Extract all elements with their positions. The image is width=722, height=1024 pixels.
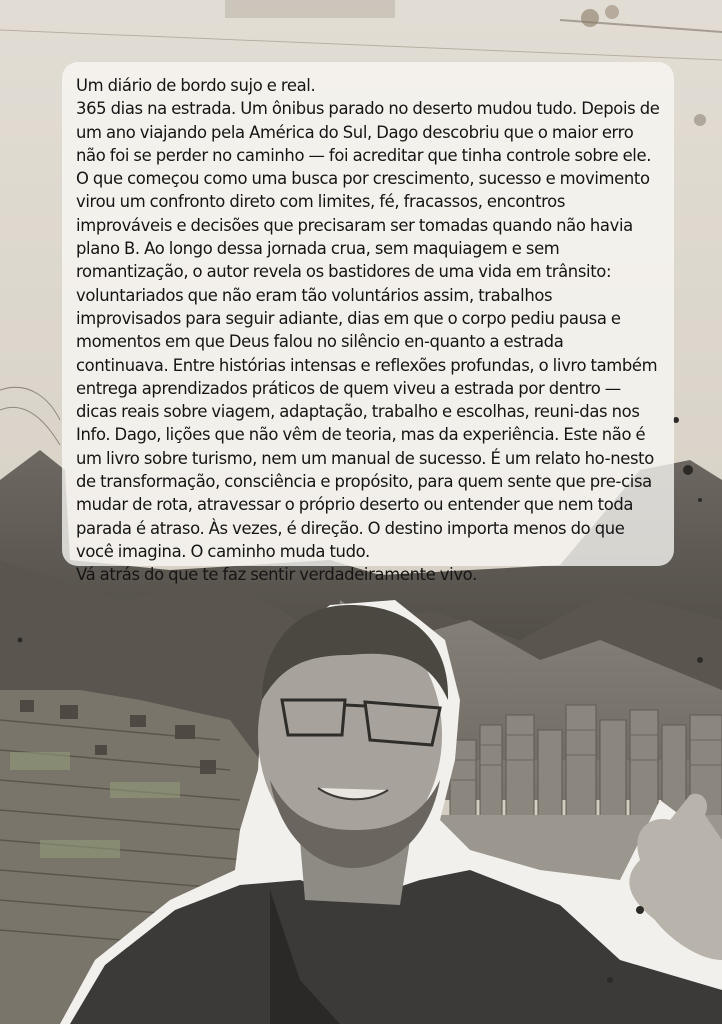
blurb-panel — [62, 62, 674, 585]
blurb-heading: Um diário de bordo sujo e real. — [76, 76, 316, 95]
blurb-closing: Vá atrás do que te faz sentir verdadeiramente vivo. — [76, 565, 477, 585]
blurb-body: 365 dias na estrada. Um ônibus parado no deserto mudou tudo. Depois de um ano viajando pela América do Sul, Dago descobriu que o maior erro não foi se perder no caminho — foi acreditar que tinha controle sobre ele. O que começou como uma busca por crescimento, sucesso e movimento virou um confronto direto com limites, fé, fracassos, encontros improváveis e decisões que precisaram ser tomadas quando não havia plano B. Ao longo dessa jornada crua, sem maquiagem e sem romantização, o autor revela os bastidores de uma vida em trânsito: voluntariados que não eram tão voluntários assim, trabalhos improvisados para seguir adiante, dias em que o corpo pediu pausa e momentos em que Deus falou no silêncio en-quanto a estrada continuava. Entre histórias intensas e reflexões profundas, o livro também entrega aprendizados práticos de quem viveu a estrada por dentro — dicas reais sobre viagem, adaptação, trabalho e escolhas, reuni-das nos Info. Dago, lições que não vêm de teoria, mas da experiência. Este não é um livro sobre turismo, nem um manual de sucesso. É um relato ho-nesto de transformação, consciência e propósito, para quem sente que pre-cisa mudar de rota, atravessar o próprio deserto ou entender que nem toda parada é atraso. Às vezes, é direção. O destino importa menos do que você imagina. O caminho muda tudo. — [76, 99, 660, 561]
blurb-text — [76, 74, 660, 587]
